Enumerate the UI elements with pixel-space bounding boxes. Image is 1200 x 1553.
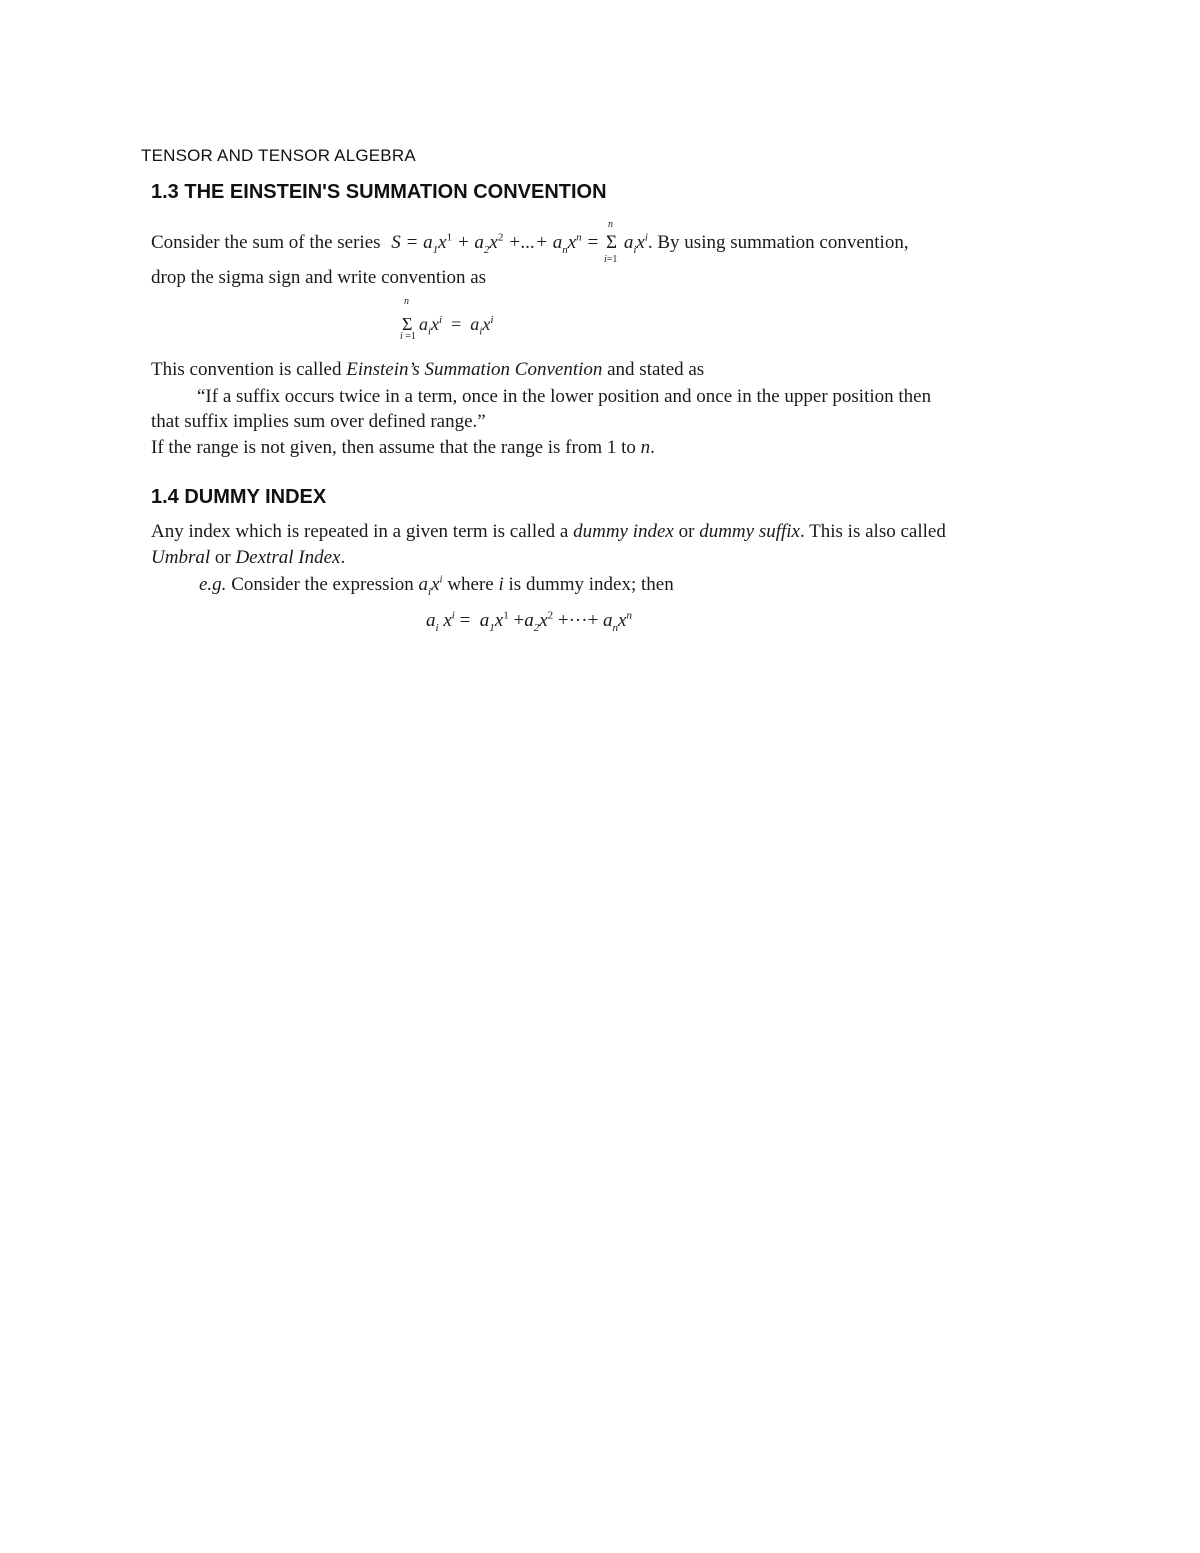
dextral-index-term: Dextral Index: [235, 547, 341, 568]
quote-line-1: “If a suffix occurs twice in a term, once in the lower position and once in the upper position then: [197, 386, 932, 407]
eg-tail-text: is dummy index; then: [508, 574, 674, 595]
dummy-post-text: . This is also called: [800, 521, 946, 542]
equation-summation: Σ n i =1 $a_ix^i = a_ix^i$: [400, 296, 494, 342]
umbral-or-text: or: [214, 547, 231, 568]
eg-where-text: where: [447, 574, 494, 595]
equation-expansion: $a_i$ $x^i = a_1x^1 +a_2x^2$ +···+ $a_nx^n$: [426, 609, 632, 634]
range-end: .: [650, 437, 655, 458]
eg-expression: $a_ix^i$: [418, 573, 443, 598]
paragraph-example: [199, 572, 674, 598]
range-variable: n: [640, 437, 651, 458]
eg-label: e.g.: [199, 574, 227, 595]
series-formula: $S = a_1x^1 + a_2x^2$ +...+ $a_nx^n = \Sigma$ n i=1 $a_ix^i$: [391, 219, 648, 265]
paragraph-series: [151, 219, 909, 265]
paragraph-dummy-definition: [151, 519, 946, 545]
section-heading-1-3: 1.3 THE EINSTEIN'S SUMMATION CONVENTION: [151, 181, 607, 203]
eg-text: Consider the expression: [231, 574, 414, 595]
paragraph-convention-name: [151, 357, 704, 383]
quote-line-2: that suffix implies sum over defined range.”: [151, 411, 486, 432]
paragraph-drop-sigma: drop the sigma sign and write convention as: [151, 267, 487, 288]
paragraph-range: [151, 435, 655, 461]
convention-post-text: and stated as: [607, 359, 705, 380]
section-heading-1-4: 1.4 DUMMY INDEX: [151, 486, 327, 508]
dummy-suffix-term: dummy suffix: [699, 521, 800, 542]
convention-pre-text: This convention is called: [151, 359, 342, 380]
series-lead-text: Consider the sum of the series: [151, 232, 381, 253]
sigma-symbol: Σ n i =1: [400, 296, 416, 342]
umbral-term: Umbral: [151, 547, 211, 568]
running-head: TENSOR AND TENSOR ALGEBRA: [141, 146, 416, 165]
eg-variable: i: [498, 574, 504, 595]
range-text: If the range is not given, then assume that the range is from 1 to: [151, 437, 636, 458]
dummy-index-term: dummy index: [573, 521, 674, 542]
umbral-end: .: [340, 547, 346, 568]
paragraph-umbral: [151, 545, 345, 571]
sigma-symbol: Σ n i=1: [604, 219, 618, 265]
dummy-or-text: or: [678, 521, 695, 542]
convention-emphasis: Einstein’s Summation Convention: [346, 359, 603, 380]
series-tail-text: . By using summation convention,: [647, 232, 909, 253]
dummy-pre-text: Any index which is repeated in a given term is called a: [151, 521, 569, 542]
